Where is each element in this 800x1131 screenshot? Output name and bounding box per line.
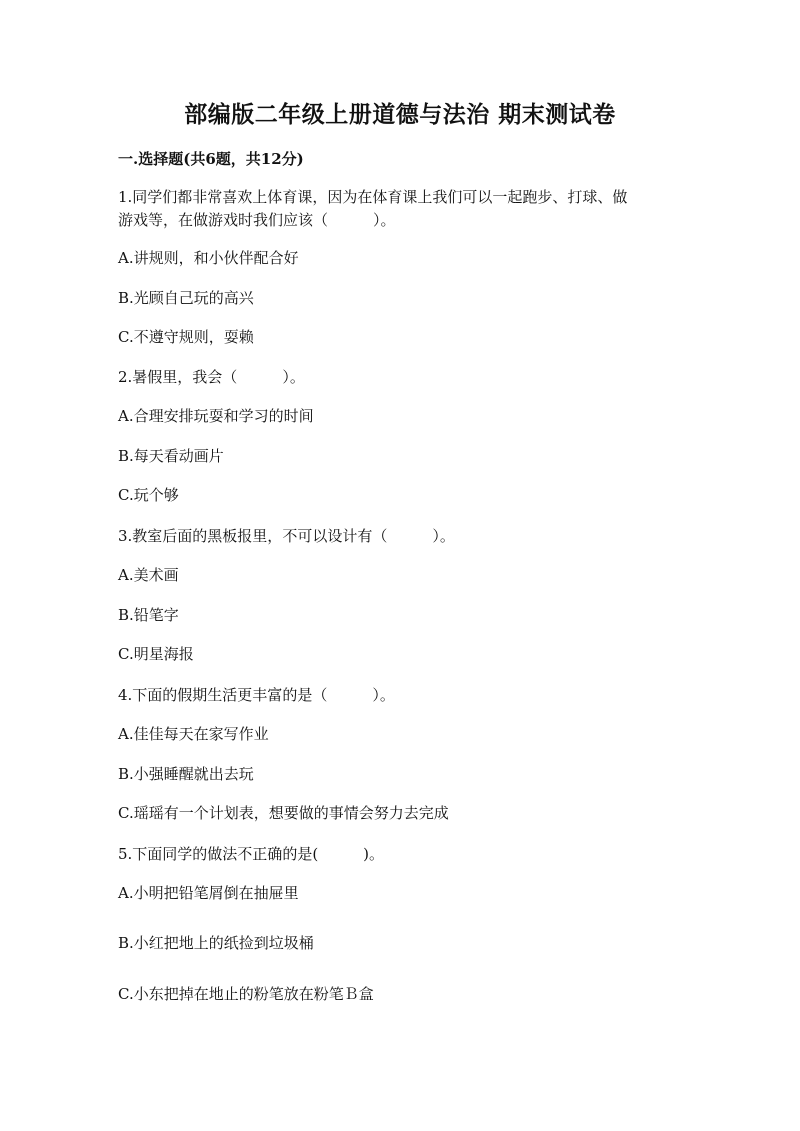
question-5-option-b: B.小红把地上的纸捡到垃圾桶: [118, 934, 314, 952]
question-1-stem-line-1: 1.同学们都非常喜欢上体育课，因为在体育课上我们可以一起跑步、打球、做: [118, 188, 628, 206]
question-5-stem: 5.下面同学的做法不正确的是( )。: [118, 845, 385, 863]
question-2-option-b: B.每天看动画片: [118, 447, 224, 465]
question-4-option-a: A.佳佳每天在家写作业: [118, 725, 269, 743]
question-3-option-c: C.明星海报: [118, 645, 194, 663]
question-4-option-b: B.小强睡醒就出去玩: [118, 765, 254, 783]
question-3-option-a: A.美术画: [118, 566, 179, 584]
question-2-stem: 2.暑假里，我会（ ）。: [118, 368, 305, 386]
question-5-option-a: A.小明把铅笔屑倒在抽屉里: [118, 884, 299, 902]
page-title: 部编版二年级上册道德与法治 期末测试卷: [184, 101, 616, 128]
question-3-option-b: B.铅笔字: [118, 606, 179, 624]
question-1-option-b: B.光顾自己玩的高兴: [118, 289, 254, 307]
section-heading: 一.选择题(共6题，共12分): [118, 150, 304, 168]
question-2-option-a: A.合理安排玩耍和学习的时间: [118, 407, 314, 425]
question-1-stem-line-2: 游戏等，在做游戏时我们应该（ ）。: [118, 211, 396, 229]
question-2-option-c: C.玩个够: [118, 486, 179, 504]
question-4-stem: 4.下面的假期生活更丰富的是（ ）。: [118, 686, 395, 704]
question-5-option-c: C.小东把掉在地止的粉笔放在粉笔Ｂ盒: [118, 985, 374, 1003]
question-3-stem: 3.教室后面的黑板报里，不可以设计有（ ）。: [118, 527, 455, 545]
question-4-option-c: C.瑶瑶有一个计划表，想要做的事情会努力去完成: [118, 804, 449, 822]
question-1-option-c: C.不遵守规则，耍赖: [118, 328, 254, 346]
question-1-option-a: A.讲规则，和小伙伴配合好: [118, 249, 299, 267]
